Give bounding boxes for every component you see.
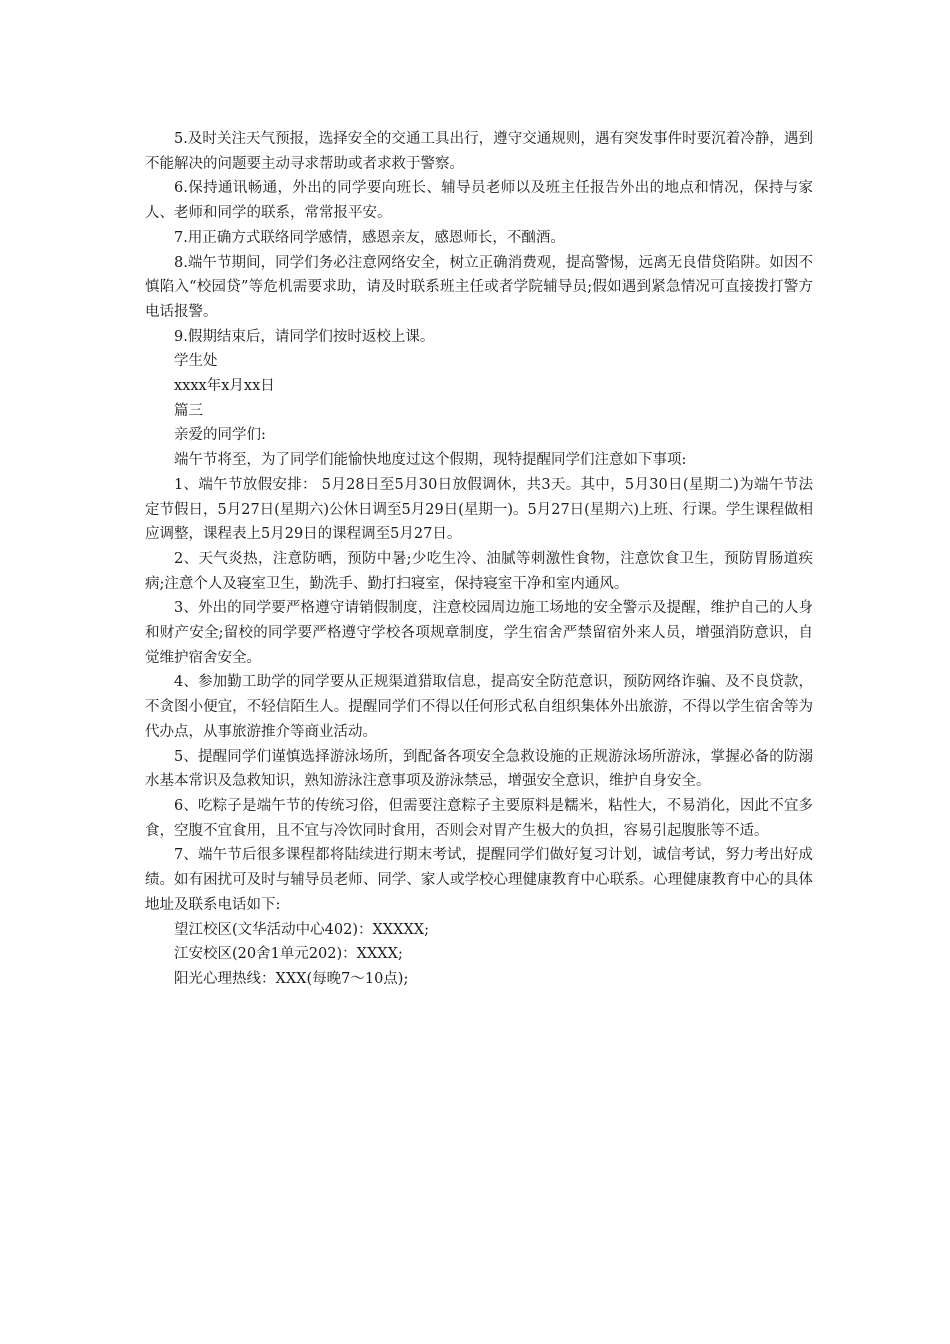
signature-department: 学生处 <box>174 353 218 370</box>
document-body <box>145 127 813 992</box>
contact-jiangan: 江安校区(20舍1单元202)：XXXX; <box>174 946 403 963</box>
intro-paragraph: 端午节将至，为了同学们能愉快地度过这个假期，现特提醒同学们注意如下事项: <box>174 452 687 469</box>
notice-item-1: 1、端午节放假安排： 5月28日至5月30日放假调休，共3天。其中，5月30日(星期二)为端午节法定节假日，5月27日(星期六)公休日调至5月29日(星期一)。5月27日(星期六)上班、行课。学生课程做相应调整，课程表上5月29日的课程调至5月27日。 <box>145 476 813 543</box>
signature-date: xxxx年x月xx日 <box>174 378 275 395</box>
paragraph-item-6: 6.保持通讯畅通，外出的同学要向班长、辅导员老师以及班主任报告外出的地点和情况，保持与家人、老师和同学的联系，常常报平安。 <box>145 180 813 222</box>
paragraph-item-9: 9.假期结束后，请同学们按时返校上课。 <box>174 328 435 345</box>
notice-item-7: 7、端午节后很多课程都将陆续进行期末考试，提醒同学们做好复习计划，诚信考试，努力考出好成绩。如有困扰可及时与辅导员老师、同学、家人或学校心理健康教育中心联系。心理健康教育中心的具体地址及联系电话如下: <box>145 847 813 913</box>
notice-item-4: 4、参加勤工助学的同学要从正规渠道猎取信息，提高安全防范意识，预防网络诈骗、及不良贷款，不贪图小便宜，不轻信陌生人。提醒同学们不得以任何形式私自组织集体外出旅游，不得以学生宿舍等为代办点，从事旅游推介等商业活动。 <box>145 674 813 740</box>
paragraph-item-7: 7.用正确方式联络同学感情，感恩亲友，感恩师长，不酗酒。 <box>174 229 565 246</box>
paragraph-item-8: 8.端午节期间，同学们务必注意网络安全，树立正确消费观，提高警惕，远离无良借贷陷阱。如因不慎陷入“校园贷”等危机需要求助，请及时联系班主任或者学院辅导员;假如遇到紧急情况可直接拨打警方电话报警。 <box>145 254 813 320</box>
notice-item-6: 6、吃粽子是端午节的传统习俗，但需要注意粽子主要原料是糯米，粘性大，不易消化，因此不宜多食，空腹不宜食用，且不宜与冷饮同时食用，否则会对胃产生极大的负担，容易引起腹胀等不适。 <box>145 797 813 839</box>
contact-hotline: 阳光心理热线：XXX(每晚7～10点); <box>174 970 409 987</box>
contact-wangjiang: 望江校区(文华活动中心402)：XXXXX; <box>174 921 429 938</box>
notice-item-2: 2、天气炎热，注意防晒，预防中暑;少吃生冷、油腻等刺激性食物，注意饮食卫生，预防胃肠道疾病;注意个人及寝室卫生，勤洗手、勤打扫寝室，保持寝室干净和室内通风。 <box>145 550 813 592</box>
salutation: 亲爱的同学们: <box>174 427 266 444</box>
notice-item-5: 5、提醒同学们谨慎选择游泳场所，到配备各项安全急救设施的正规游泳场所游泳，掌握必备的防溺水基本常识及急救知识，熟知游泳注意事项及游泳禁忌，增强安全意识，维护自身安全。 <box>145 748 813 790</box>
notice-item-3: 3、外出的同学要严格遵守请销假制度，注意校园周边施工场地的安全警示及提醒，维护自己的人身和财产安全;留校的同学要严格遵守学校各项规章制度，学生宿舍严禁留宿外来人员，增强消防意识，自觉维护宿舍安全。 <box>145 600 813 666</box>
paragraph-item-5: 5.及时关注天气预报，选择安全的交通工具出行，遵守交通规则，遇有突发事件时要沉着冷静，遇到不能解决的问题要主动寻求帮助或者求救于警察。 <box>145 131 813 172</box>
section-heading: 篇三 <box>174 402 203 419</box>
